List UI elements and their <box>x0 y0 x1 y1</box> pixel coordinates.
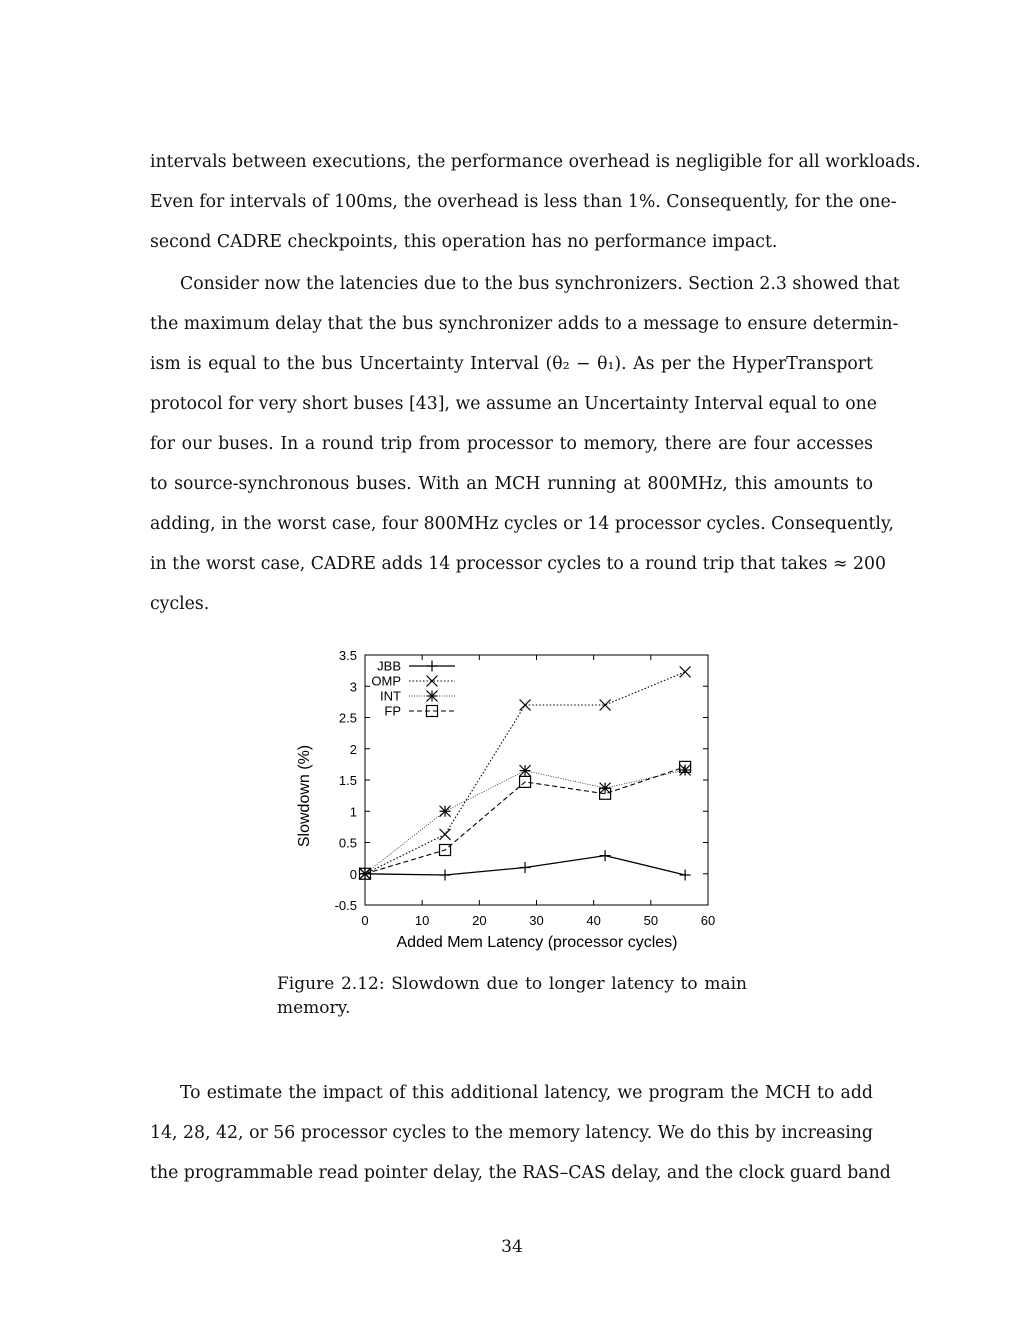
y-tick-label: 0.5 <box>338 835 357 851</box>
x-tick-label: 60 <box>700 913 716 928</box>
y-tick-label: 1 <box>349 804 357 820</box>
caption-line: Figure 2.12: Slowdown due to longer latency to main <box>277 974 747 994</box>
data-point-omp <box>440 829 451 840</box>
y-tick-label: 2.5 <box>338 710 357 726</box>
legend-marker-jbb <box>427 661 438 672</box>
x-tick-label: 10 <box>414 913 430 928</box>
data-point-omp <box>600 700 611 711</box>
legend-label: OMP <box>371 673 401 689</box>
text-line: second CADRE checkpoints, this operation has no performance impact. <box>150 232 778 252</box>
page-number: 34 <box>501 1237 523 1257</box>
line-chart <box>280 640 740 960</box>
y-tick-label: -0.5 <box>334 898 357 913</box>
data-point-jbb <box>520 862 531 873</box>
text-line: in the worst case, CADRE adds 14 processor cycles to a round trip that takes ≈ 200 <box>150 554 886 574</box>
text-line: ism is equal to the bus Uncertainty Interval (θ₂ − θ₁). As per the HyperTransport <box>150 354 873 374</box>
legend-label: JBB <box>377 658 401 674</box>
y-axis-label: Slowdown (%) <box>296 744 313 848</box>
data-point-int <box>680 765 691 776</box>
text-line: intervals between executions, the performance overhead is negligible for all workloads. <box>150 152 921 172</box>
x-tick-label: 50 <box>643 913 659 928</box>
paragraph-1 <box>150 142 921 262</box>
series-line-fp <box>365 767 685 874</box>
x-axis-label: Added Mem Latency (processor cycles) <box>396 934 678 951</box>
y-tick-label: 1.5 <box>338 773 357 788</box>
caption-line: memory. <box>277 998 351 1018</box>
data-point-int <box>440 806 451 817</box>
legend-label: FP <box>384 703 401 719</box>
y-tick-label: 0 <box>349 866 357 882</box>
text-line: cycles. <box>150 594 210 614</box>
data-point-jbb <box>440 870 451 881</box>
x-tick-label: 30 <box>529 913 544 928</box>
x-tick-label: 40 <box>586 913 601 928</box>
text-line: the programmable read pointer delay, the RAS–CAS delay, and the clock guard band <box>150 1163 891 1183</box>
paragraph-2 <box>150 264 900 624</box>
text-line: to source-synchronous buses. With an MCH running at 800MHz, this amounts to <box>150 474 873 494</box>
legend-marker-omp <box>427 676 438 687</box>
data-point-jbb <box>680 870 691 881</box>
text-line: Consider now the latencies due to the bus synchronizers. Section 2.3 showed that <box>180 274 900 294</box>
y-tick-label: 3 <box>349 679 357 695</box>
y-tick-label: 3.5 <box>338 648 357 663</box>
text-line: the maximum delay that the bus synchronizer adds to a message to ensure determin- <box>150 314 899 334</box>
figure-caption <box>277 972 747 1020</box>
series-line-int <box>365 770 685 874</box>
legend-marker-int <box>427 691 438 702</box>
paragraph-3 <box>150 1073 891 1193</box>
text-line: 14, 28, 42, or 56 processor cycles to the memory latency. We do this by increasing <box>150 1123 873 1143</box>
data-point-int <box>520 765 531 776</box>
data-point-jbb <box>600 850 611 861</box>
y-tick-label: 2 <box>349 741 357 757</box>
text-line: To estimate the impact of this additional latency, we program the MCH to add <box>180 1083 873 1103</box>
text-line: for our buses. In a round trip from processor to memory, there are four accesses <box>150 434 873 454</box>
x-tick-label: 0 <box>361 913 369 928</box>
data-point-int <box>360 868 371 879</box>
legend-label: INT <box>380 688 401 704</box>
text-line: protocol for very short buses [43], we assume an Uncertainty Interval equal to one <box>150 394 877 414</box>
data-point-omp <box>680 666 691 677</box>
x-tick-label: 20 <box>472 913 487 928</box>
figure-chart <box>280 640 740 960</box>
text-line: Even for intervals of 100ms, the overhead is less than 1%. Consequently, for the one- <box>150 192 897 212</box>
text-line: adding, in the worst case, four 800MHz cycles or 14 processor cycles. Consequently, <box>150 514 894 534</box>
